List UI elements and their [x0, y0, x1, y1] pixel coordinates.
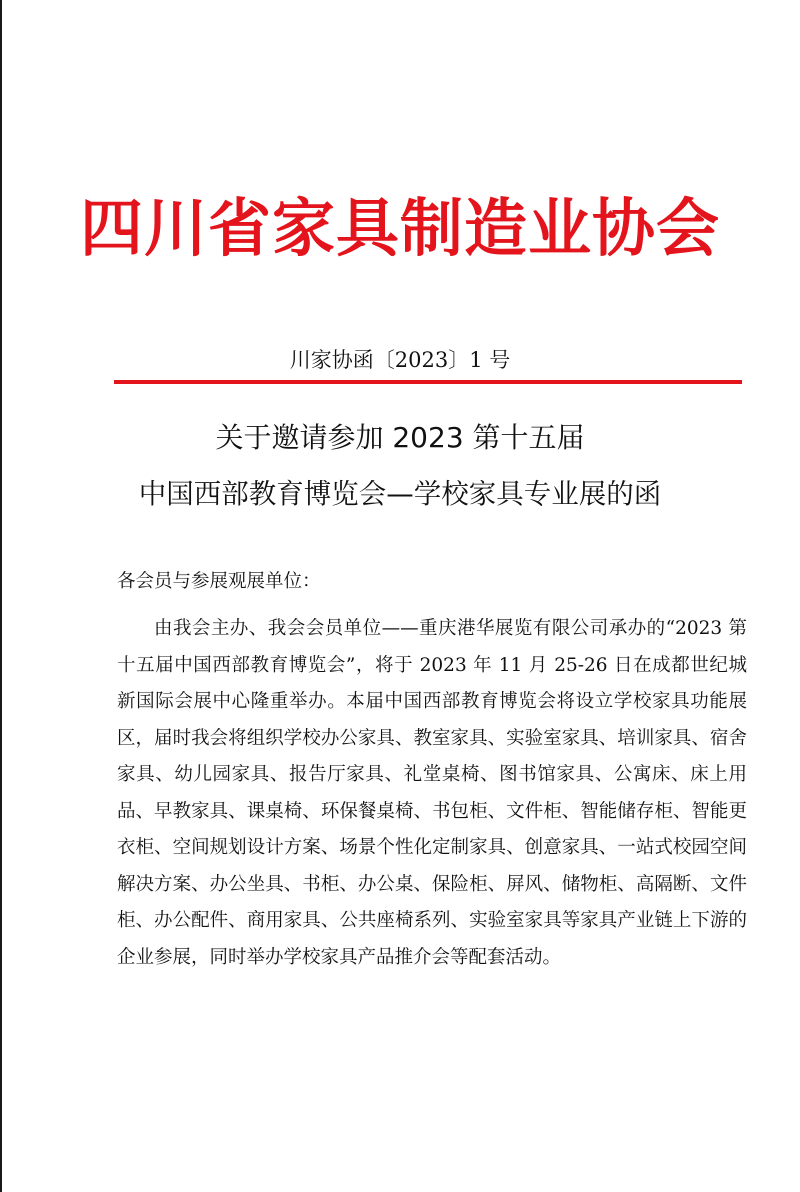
letterhead-red-rule — [114, 380, 742, 384]
page-left-edge — [0, 0, 2, 1192]
document-number: 川家协函〔2023〕1 号 — [289, 348, 511, 372]
document-title-line-2: 中国西部教育博览会—学校家具专业展的函 — [138, 478, 662, 510]
letter-body-paragraph: 由我会主办、我会会员单位——重庆港华展览有限公司承办的“2023 第十五届中国西部教育博览会”，将于 2023 年 11 月 25-26 日在成都世纪城新国际会展中心隆重举办。本届中国西部教育博览会将设立学校家具功能展区，届时我会将组织学校办公家具、教室家具、实验室家具、培训家具、宿舍家具、幼儿园家具、报告厅家具、礼堂桌椅、图书馆家具、公寓床、床上用品、早教家具、课桌椅、环保餐桌椅、书包柜、文件柜、智能储存柜、智能更衣柜、空间规划设计方案、场景个性化定制家具、创意家具、一站式校园空间解决方案、办公坐具、书柜、办公桌、保险柜、屏风、储物柜、高隔断、文件柜、办公配件、商用家具、公共座椅系列、实验室家具等家具产业链上下游的企业参展，同时举办学校家具产品推介会等配套活动。 — [117, 618, 747, 968]
letter-salutation: 各会员与参展观展单位： — [117, 571, 321, 592]
document-title-line-1: 关于邀请参加 2023 第十五届 — [215, 421, 585, 454]
letterhead-org-name: 四川省家具制造业协会 — [80, 191, 720, 265]
